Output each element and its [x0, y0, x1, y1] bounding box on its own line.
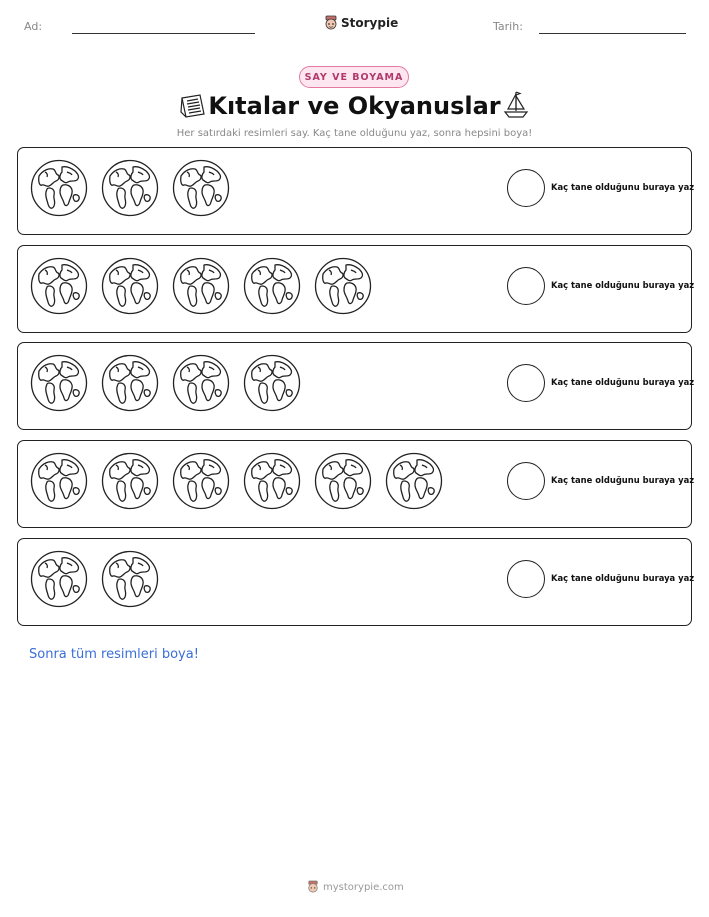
globe-icon: [384, 451, 444, 511]
answer-label: Kaç tane olduğunu buraya yaz: [551, 573, 695, 583]
globe-icon: [29, 549, 89, 609]
globe-icon: [29, 256, 89, 316]
globe-icon: [29, 158, 89, 218]
count-row-3: [17, 342, 695, 430]
answer-circle[interactable]: [507, 462, 545, 500]
storypie-mascot-icon: [307, 880, 319, 894]
footer-url: mystorypie.com: [323, 881, 404, 893]
count-row-1: [17, 147, 695, 235]
sailboat-icon: [502, 90, 530, 120]
answer-circle[interactable]: [507, 560, 545, 598]
brand-logo: [324, 13, 398, 33]
globe-icon: [171, 451, 231, 511]
answer-circle[interactable]: [507, 364, 545, 402]
globe-icon: [29, 451, 89, 511]
instruction-text: Her satırdaki resimleri say. Kaç tane olduğunu yaz, sonra hepsini boya!: [176, 128, 533, 139]
globe-icon: [313, 451, 373, 511]
globe-icon: [171, 353, 231, 413]
footer: [307, 880, 404, 894]
answer-label: Kaç tane olduğunu buraya yaz: [551, 182, 695, 192]
answer-label: Kaç tane olduğunu buraya yaz: [551, 377, 695, 387]
answer-label: Kaç tane olduğunu buraya yaz: [551, 280, 695, 290]
date-label: Tarih:: [493, 20, 523, 33]
activity-badge: SAY VE BOYAMA: [299, 66, 409, 88]
page-title: Kıtalar ve Okyanuslar: [208, 92, 501, 120]
globe-icon: [242, 256, 302, 316]
count-row-4: [17, 440, 695, 528]
final-note: Sonra tüm resimleri boya!: [29, 647, 199, 662]
answer-label: Kaç tane olduğunu buraya yaz: [551, 475, 695, 485]
date-line[interactable]: [539, 33, 686, 34]
globe-icon: [29, 353, 89, 413]
name-label: Ad:: [24, 20, 43, 33]
answer-circle[interactable]: [507, 267, 545, 305]
globe-icon: [171, 158, 231, 218]
globe-icon: [100, 353, 160, 413]
count-row-2: [17, 245, 695, 333]
globe-icon: [100, 549, 160, 609]
name-line[interactable]: [72, 33, 255, 34]
count-row-5: [17, 538, 695, 626]
storypie-mascot-icon: [324, 15, 338, 31]
globe-icon: [100, 158, 160, 218]
globe-icon: [100, 256, 160, 316]
brand-name: Storypie: [341, 16, 399, 30]
answer-circle[interactable]: [507, 169, 545, 207]
globe-icon: [242, 353, 302, 413]
globe-icon: [100, 451, 160, 511]
globe-icon: [313, 256, 373, 316]
globe-icon: [171, 256, 231, 316]
title-row: [0, 90, 709, 124]
globe-icon: [242, 451, 302, 511]
